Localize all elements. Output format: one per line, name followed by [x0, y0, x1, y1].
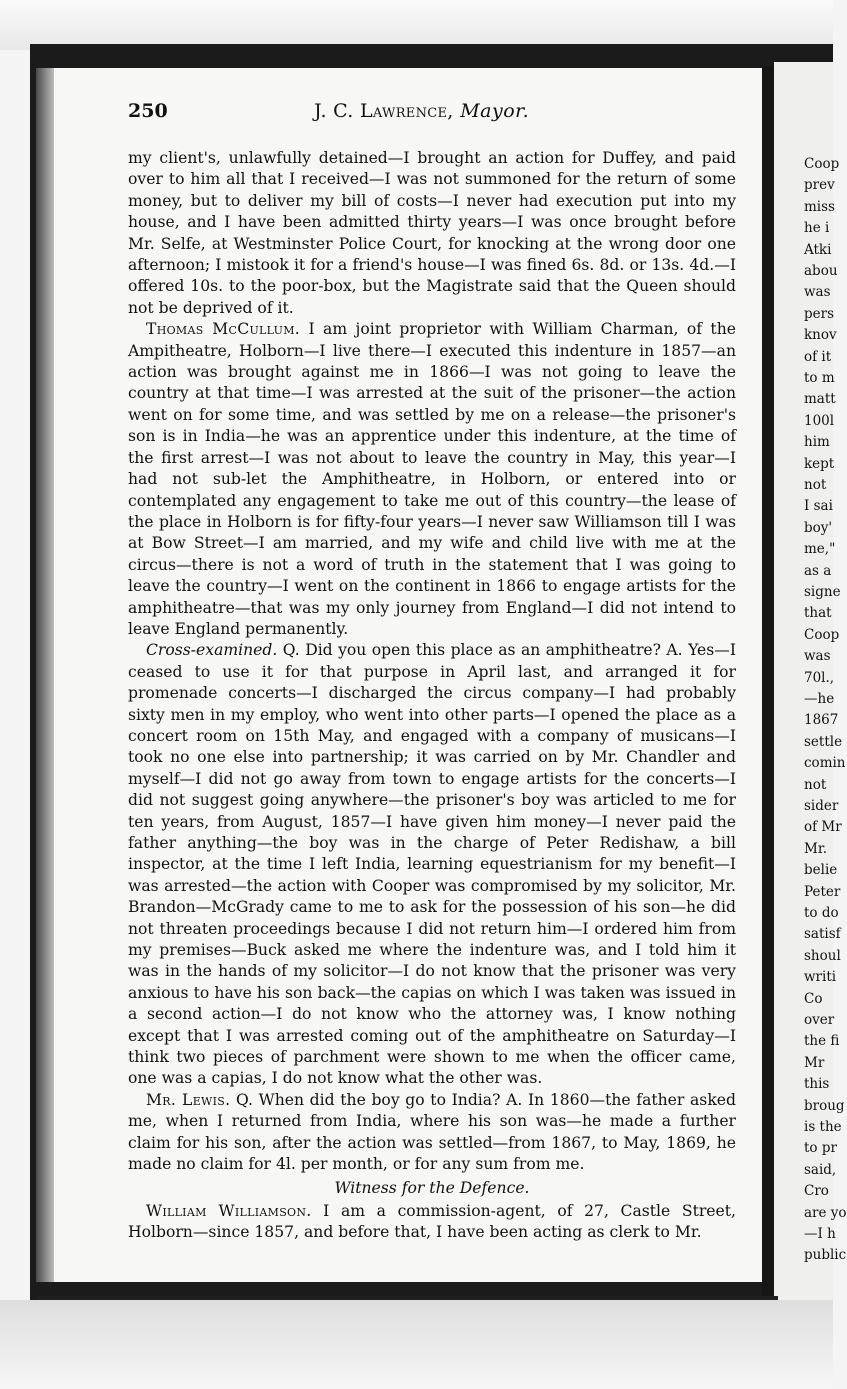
right-page-line: he i	[804, 220, 830, 237]
right-page-line: knov	[804, 327, 837, 344]
right-page-line: 1867	[804, 712, 839, 729]
scan-top-margin	[0, 0, 833, 50]
right-page-line: public	[804, 1247, 847, 1264]
right-page-line: was	[804, 648, 831, 665]
right-page-line: is the	[804, 1119, 842, 1135]
right-page-line: pers	[804, 305, 835, 322]
book-gutter	[762, 66, 774, 1296]
page-header	[128, 100, 768, 126]
right-page-line: comin	[804, 755, 846, 772]
right-page-line: over	[804, 1012, 835, 1028]
page-number: 250	[128, 100, 168, 122]
right-page-line: Mr	[804, 1054, 825, 1071]
right-page-line: him	[804, 434, 830, 451]
right-page-line: not	[804, 776, 827, 793]
right-page-line: boy'	[804, 519, 833, 536]
right-page-line: signe	[804, 584, 841, 600]
right-page-line: —he	[804, 691, 835, 707]
paragraph-text: my client's, unlawfully detained—I brought an action for Duffey, and paid over to him all that I received—I was not summoned for the return of some money, but to deliver my bill of costs—I never had execution put into my house, and I have been admitted thirty years—I was once brought before Mr. Selfe, at Westminster Police Court, for knocking at the wrong door one afternoon; I mistook it for a friend's house—I was fined 6s. 8d. or 13s. 4d.—I offered 10s. to the poor-box, but the Magistrate said that the Queen should not be deprived of it.	[128, 149, 736, 317]
right-page-line: Coop	[804, 156, 840, 172]
right-page-line: said,	[804, 1161, 837, 1178]
right-page-line: the fi	[804, 1033, 840, 1050]
scan-bottom-margin	[0, 1300, 833, 1389]
right-page-line: to do	[804, 905, 839, 921]
section-heading: Witness for the Defence.	[334, 1178, 530, 1197]
paragraph-text: Q. When did the boy go to India? A. In 1860—the father asked me, when I returned from India, where his son was—he made a further claim for his son, after the action was settled—from 1867, to May, 1869, he made no claim for 4l. per month, or for any sum from me.	[128, 1090, 736, 1174]
right-page-line: satisf	[804, 926, 841, 943]
right-page-line: to pr	[804, 1140, 837, 1157]
right-page-line: Cro	[804, 1183, 829, 1200]
right-page-line: I sai	[804, 498, 833, 515]
right-page-line: —I h	[804, 1226, 836, 1242]
right-page-line: 70l.,	[804, 669, 835, 686]
right-page-line: prev	[804, 177, 835, 194]
right-page-line: of it	[804, 348, 832, 365]
right-page-line: of Mr	[804, 819, 842, 836]
right-page-line: are yo	[804, 1204, 847, 1221]
right-page-line: writi	[804, 969, 837, 986]
paragraph-text: Q. Did you open this place as an amphitheatre? A. Yes—I ceased to use it for that purpose in April last, and arranged it for promenade concerts—I discharged the circus company—I had probably sixty men in my employ, who went into other parts—I opened the place as a concert room on 15th May, and engaged with a company of musicans—I took no one else into partnership; it was carried on by Mr. Chandler and myself—I did not go away from town to engage artists for the concerts—I did not suggest going anywhere—the prisoner's boy was articled to me for ten years, from August, 1857—I have given him money—I never paid the father anything—the boy was in the charge of Peter Redishaw, a bill inspector, at the time I left India, learning equestrianism for my benefit—I was arrested—the action with Cooper was compromised by my solicitor, Mr. Brandon—McGrady came to me to ask for the possession of his son—he did not threaten proceedings because I did not return him—I ordered him from my premises—Buck asked me where the indenture was, and I told him it was in the hands of my solicitor—I do not know that the prisoner was very anxious to have his son back—the capias on which I was taken was issued in a second action—I do not know who the attorney was, I know nothing except that I was arrested coming out of the amphitheatre on Saturday—I think two pieces of parchment were shown to me when the officer came, one was a capias, I do not know what the other was.	[128, 641, 736, 1088]
right-page-line: kept	[804, 455, 835, 472]
running-head-name: J. C. Lawrence,	[314, 100, 454, 122]
paragraph-testimony-mccullum	[128, 319, 736, 640]
right-page-line: sider	[804, 798, 839, 814]
right-page-line: 100l	[804, 412, 835, 429]
right-page-line: broug	[804, 1097, 845, 1114]
right-page-line: settle	[804, 733, 843, 750]
right-page-line: that	[804, 605, 832, 622]
right-page-line: Coop	[804, 626, 840, 643]
right-page-line: was	[804, 284, 831, 301]
right-page-line: not	[804, 477, 827, 493]
right-page-line: Peter	[804, 883, 841, 900]
right-page-line: Mr.	[804, 840, 828, 857]
right-page-line: as a	[804, 562, 832, 579]
right-page-line: shoul	[804, 947, 841, 964]
right-page-line: Co	[804, 990, 823, 1007]
speaker-name: William Williamson.	[146, 1201, 312, 1220]
running-head-title: Mayor.	[460, 100, 530, 122]
right-page-line: Atki	[804, 241, 832, 258]
speaker-name: Thomas McCullum.	[146, 320, 301, 339]
running-head	[314, 100, 529, 122]
speaker-name: Mr. Lewis.	[146, 1090, 231, 1109]
paragraph-continuation	[128, 148, 736, 319]
right-page-line: belie	[804, 862, 838, 879]
speaker-name: Cross-examined.	[146, 641, 278, 660]
page-body	[128, 148, 736, 1244]
right-page-line: me,"	[804, 541, 836, 558]
right-page-edge	[774, 62, 847, 1302]
right-page-line: this	[804, 1076, 830, 1093]
paragraph-text: I am joint proprietor with William Charman, of the Ampitheatre, Holborn—I live there—I executed this indenture in 1857—an action was brought against me in 1866—I was not going to leave the country at that time—I was arrested at the suit of the prisoner—the action went on for some time, and was settled by me on a release—the prisoner's son is in India—he was an apprentice under this indenture, at the time of the first arrest—I was not about to leave the country in May, this year—I had not sub-let the Amphitheatre, in Holborn, or entered into or contemplated any engagement to take me out of this country—the lease of the place in Holborn is for fifty-four years—I never saw Williamson till I was at Bow Street—I am married, and my wife and child live with me at the circus—there is not a word of truth in the statement that I was going to leave the country—I went on the continent in 1866 to engage artists for the amphitheatre—that was my only journey from England—I did not intend to leave England permanently.	[128, 320, 736, 638]
paragraph-lewis	[128, 1090, 736, 1176]
right-page-line: abou	[804, 263, 838, 279]
paragraph-cross-examination	[128, 640, 736, 1090]
right-page-line: miss	[804, 198, 835, 215]
paragraph-testimony-williamson	[128, 1201, 736, 1244]
right-page-line: to m	[804, 370, 835, 386]
right-page-line: matt	[804, 391, 836, 408]
page-spine-shadow	[36, 68, 54, 1282]
paragraph-text: I am a commission-agent, of 27, Castle Street, Holborn—since 1857, and before that, I have been acting as clerk to Mr.	[128, 1201, 736, 1242]
